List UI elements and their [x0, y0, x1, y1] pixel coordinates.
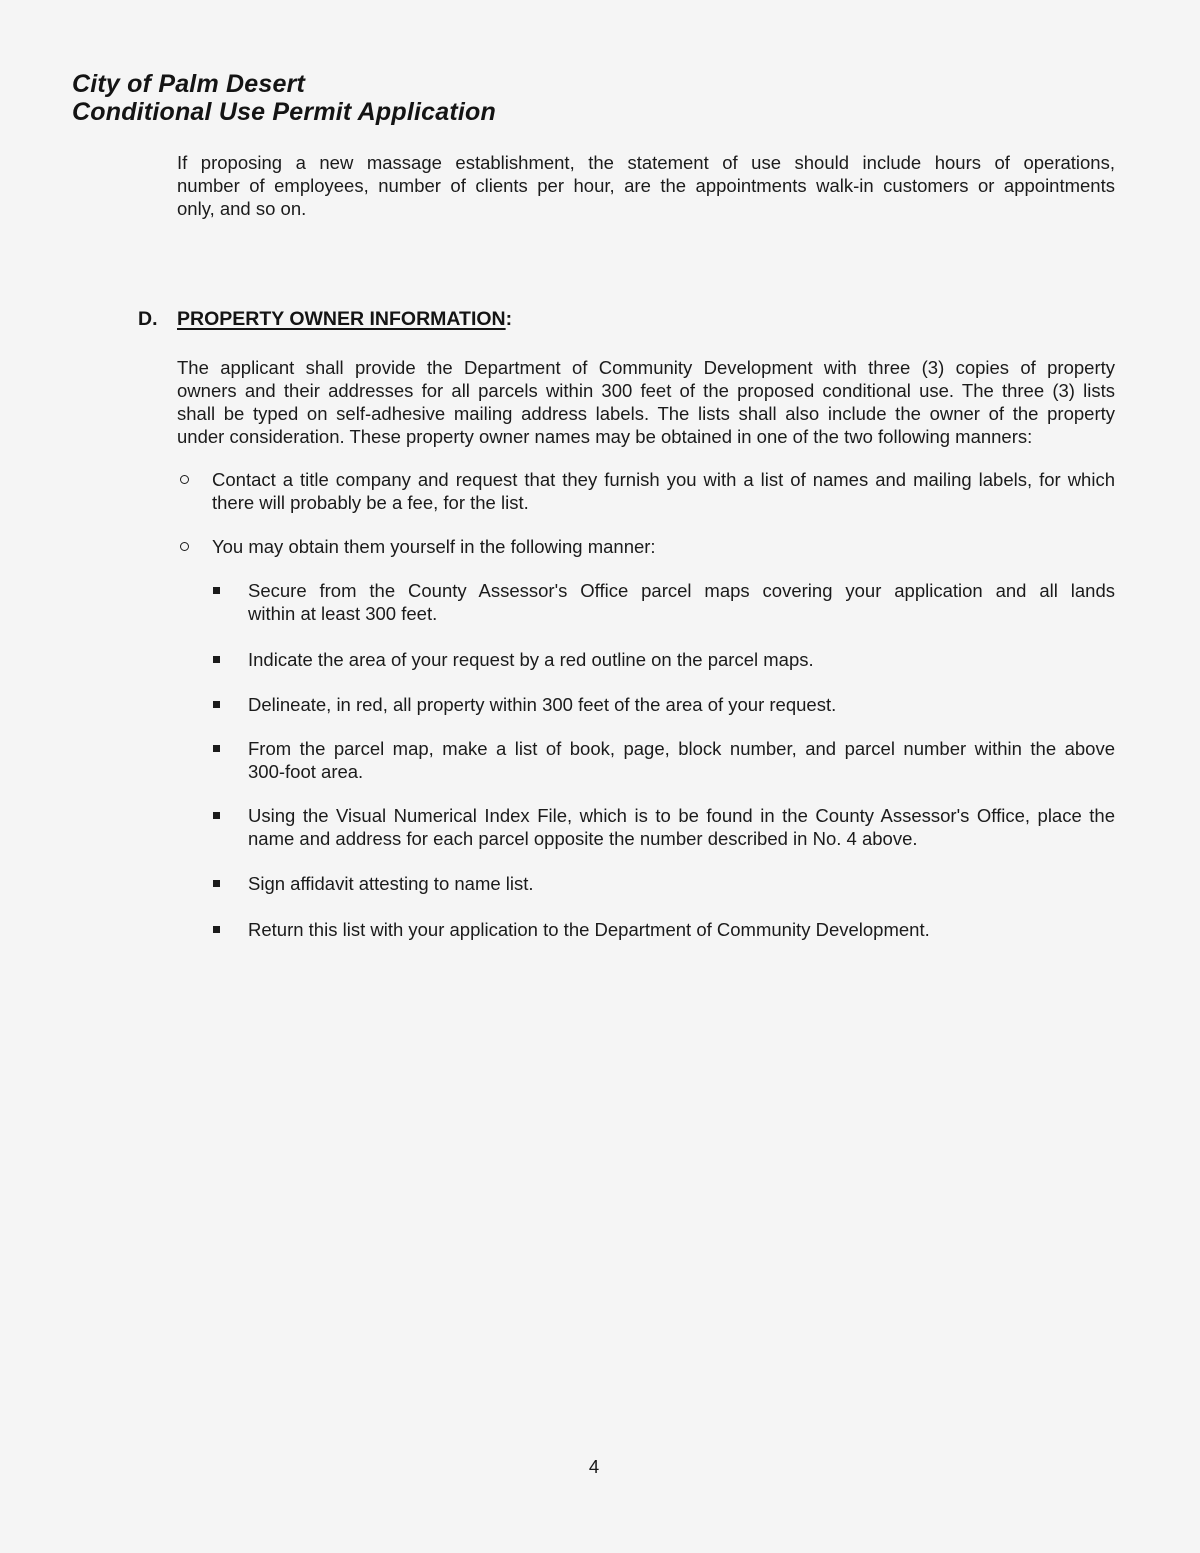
- paragraph-line: shall be typed on self-adhesive mailing address labels. The lists shall also include the owner of the property: [177, 403, 1115, 424]
- circle-bullet-icon: [180, 542, 189, 551]
- paragraph-line: under consideration. These property owner names may be obtained in one of the two following manners:: [177, 426, 1033, 447]
- paragraph-line: owners and their addresses for all parcels within 300 feet of the proposed conditional use. The three (3) lists: [177, 380, 1115, 401]
- square-bullet-icon: [213, 745, 220, 752]
- list-item-line: You may obtain them yourself in the following manner:: [212, 536, 656, 557]
- section-title-colon: :: [505, 308, 513, 330]
- list-item-line: From the parcel map, make a list of book, page, block number, and parcel number within the above: [248, 738, 1115, 759]
- section-heading: [138, 308, 512, 331]
- list-item-line: Using the Visual Numerical Index File, which is to be found in the County Assessor's Office, place the: [248, 805, 1115, 826]
- paragraph-line: only, and so on.: [177, 198, 307, 219]
- list-item: [212, 535, 1115, 558]
- header-line-2: Conditional Use Permit Application: [72, 98, 496, 126]
- page-number: 4: [588, 1456, 600, 1477]
- list-item: [248, 579, 1115, 625]
- list-item-line: Return this list with your application to the Department of Community Development.: [248, 919, 930, 940]
- list-item: [248, 648, 1115, 671]
- list-item-line: name and address for each parcel opposite the number described in No. 4 above.: [248, 828, 918, 849]
- square-bullet-icon: [213, 812, 220, 819]
- list-item-line: Delineate, in red, all property within 300 feet of the area of your request.: [248, 694, 837, 715]
- list-item: [248, 804, 1115, 850]
- square-bullet-icon: [213, 587, 220, 594]
- list-item-line: there will probably be a fee, for the list.: [212, 492, 529, 513]
- paragraph-line: If proposing a new massage establishment, the statement of use should include hours of operations,: [177, 152, 1115, 173]
- section-title: PROPERTY OWNER INFORMATION: [177, 308, 506, 330]
- list-item: [248, 737, 1115, 783]
- square-bullet-icon: [213, 701, 220, 708]
- intro-paragraph: [177, 151, 1115, 220]
- square-bullet-icon: [213, 926, 220, 933]
- list-item: [248, 693, 1115, 716]
- list-item-line: 300-foot area.: [248, 761, 364, 782]
- circle-bullet-icon: [180, 475, 189, 484]
- paragraph-line: The applicant shall provide the Department of Community Development with three (3) copies of property: [177, 357, 1115, 378]
- list-item-line: Indicate the area of your request by a red outline on the parcel maps.: [248, 649, 814, 670]
- list-item: [248, 872, 1115, 895]
- square-bullet-icon: [213, 656, 220, 663]
- section-body-paragraph: [177, 356, 1115, 448]
- list-item: [248, 918, 1115, 941]
- header-line-1: City of Palm Desert: [72, 70, 306, 98]
- square-bullet-icon: [213, 880, 220, 887]
- document-header: [72, 70, 496, 126]
- list-item: [212, 468, 1115, 514]
- list-item-line: Secure from the County Assessor's Office parcel maps covering your application and all lands: [248, 580, 1115, 601]
- list-item-line: within at least 300 feet.: [248, 603, 438, 624]
- paragraph-line: number of employees, number of clients per hour, are the appointments walk-in customers or appointments: [177, 175, 1115, 196]
- list-item-line: Sign affidavit attesting to name list.: [248, 873, 534, 894]
- section-label: D.: [138, 308, 158, 330]
- list-item-line: Contact a title company and request that they furnish you with a list of names and mailing labels, for which: [212, 469, 1115, 490]
